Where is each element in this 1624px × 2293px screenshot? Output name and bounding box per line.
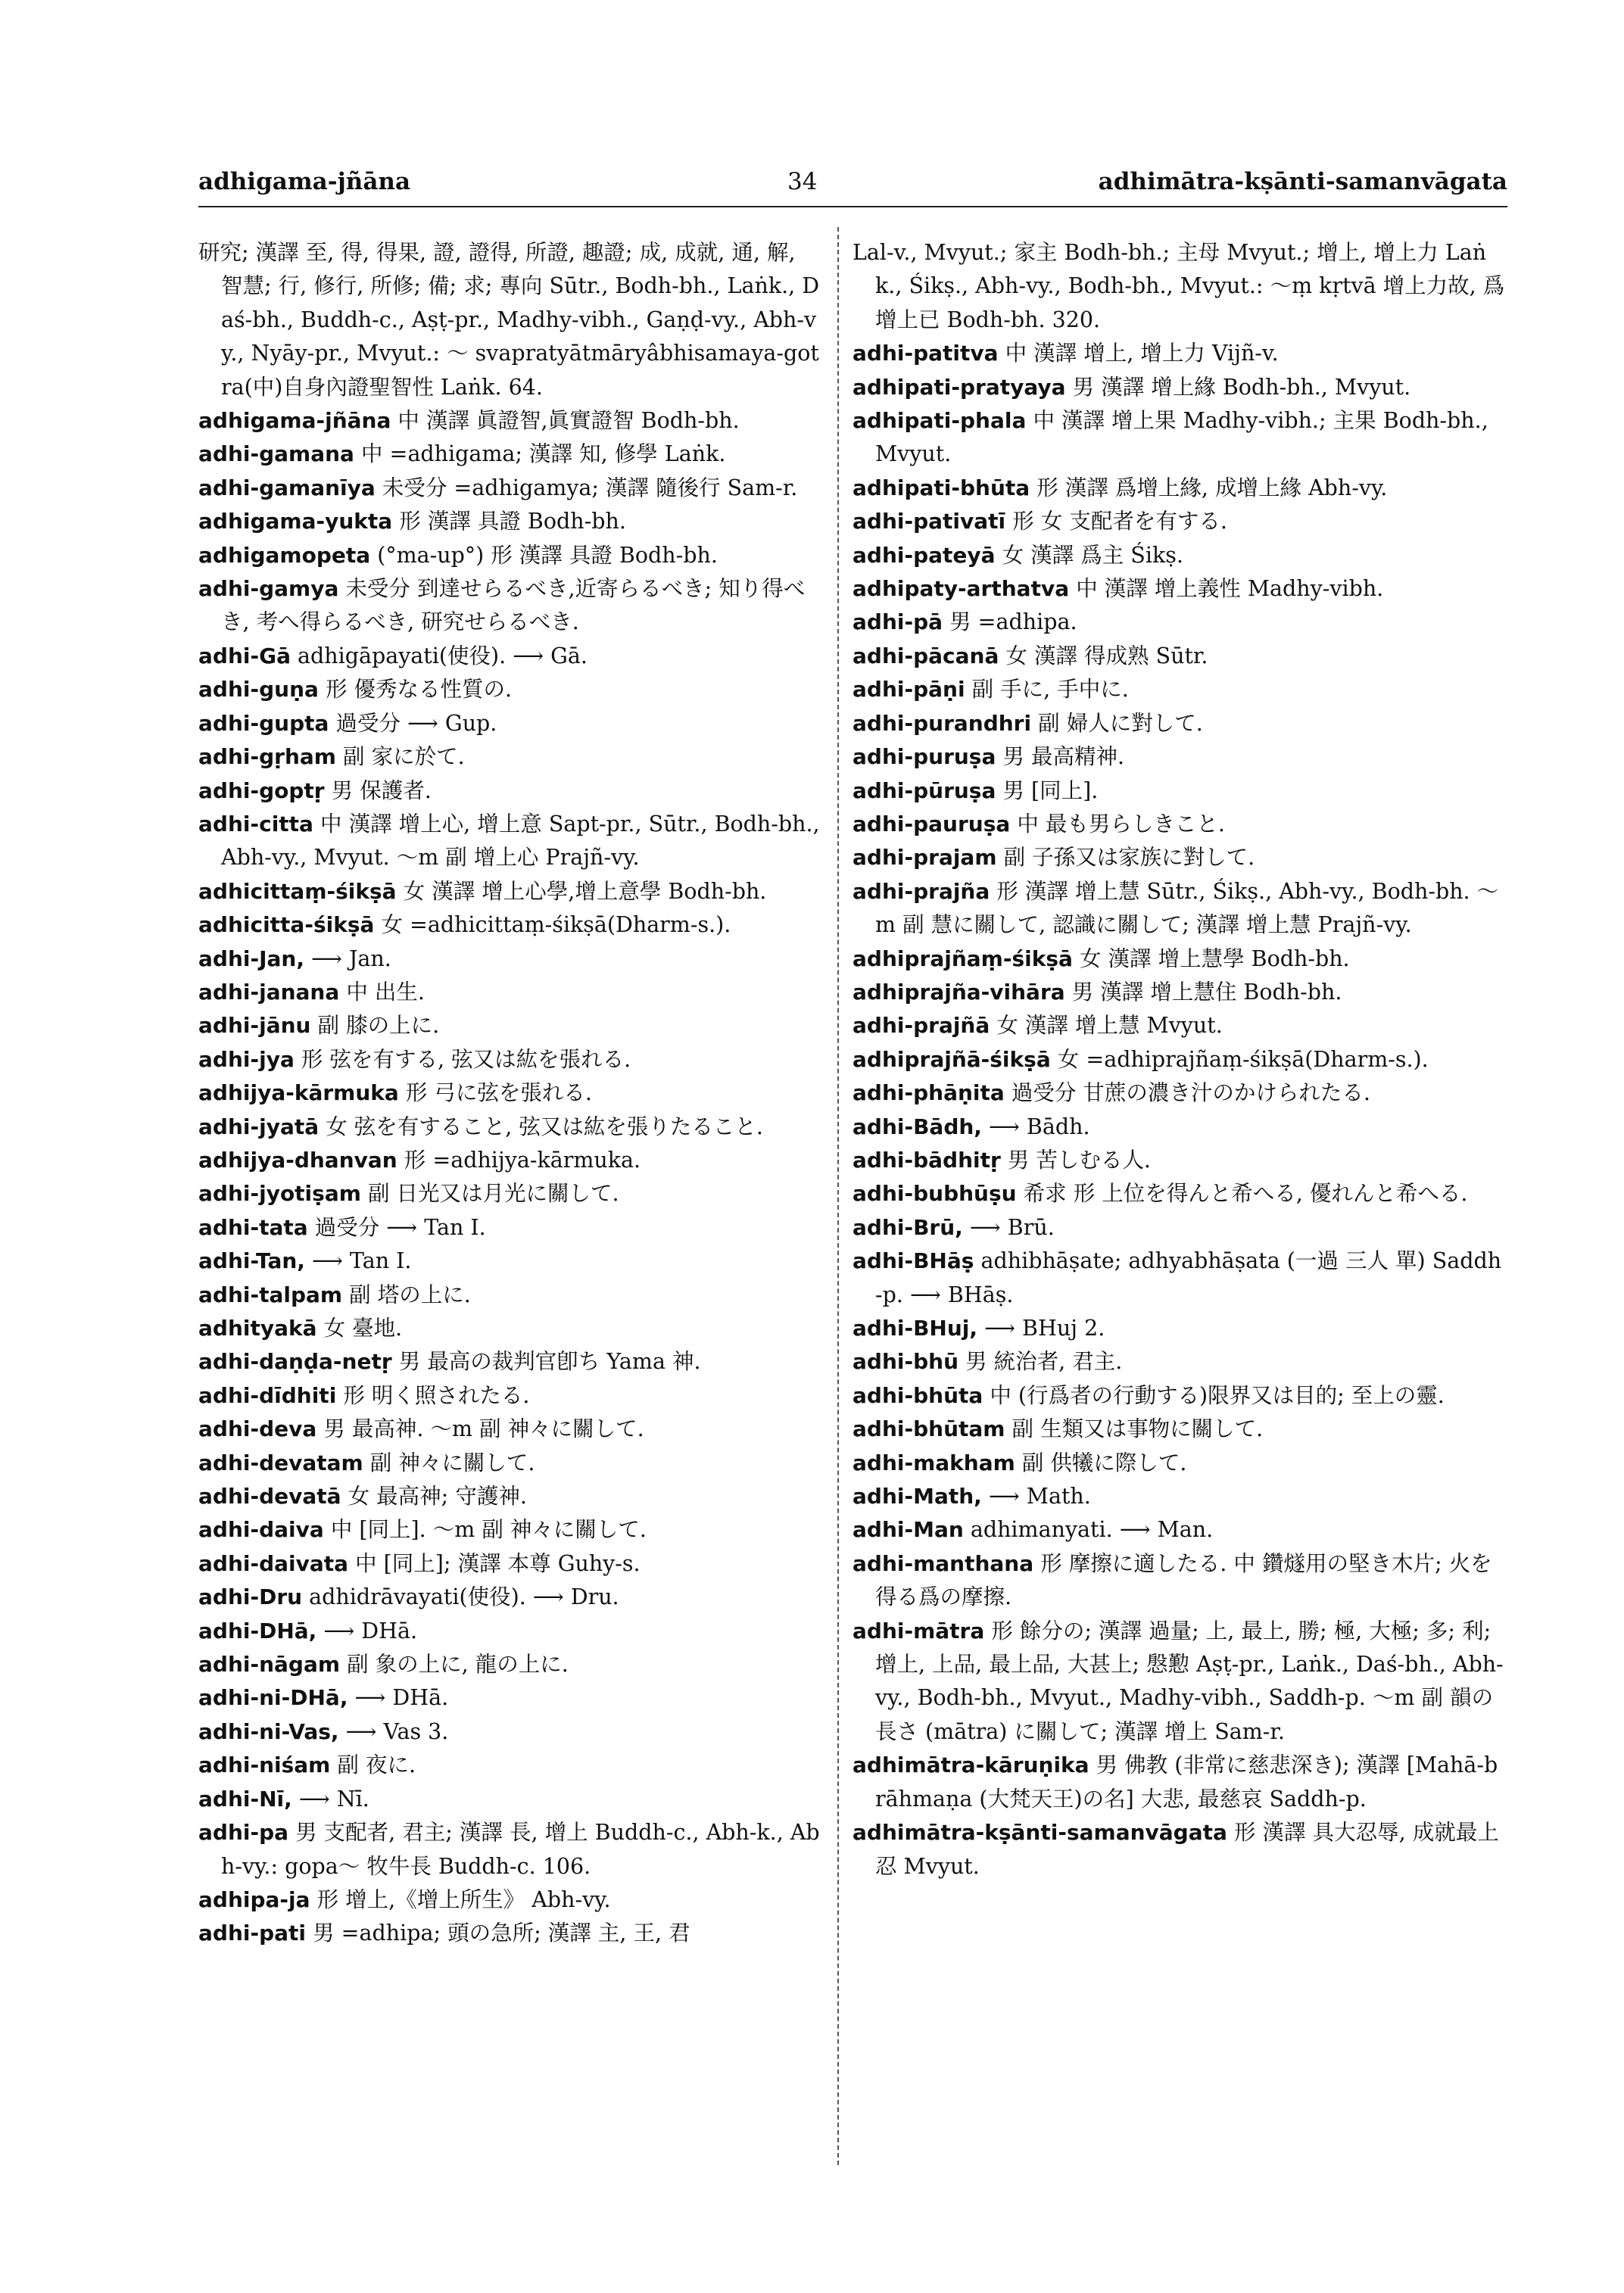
entry-headword: adhipati-bhūta xyxy=(853,475,1030,500)
entry-definition: (°ma-up°) 形 漢譯 具證 Bodh-bh. xyxy=(377,542,718,568)
entry-headword: adhijya-dhanvan xyxy=(198,1147,397,1173)
entry-definition: 女 =adhiprajñaṃ-śikṣā(Dharm-s.). xyxy=(1057,1046,1429,1072)
entry-headword: adhiprajñā-śikṣā xyxy=(853,1046,1051,1072)
left-column xyxy=(198,236,821,1951)
entry-headword: adhi-daṇḍa-netṛ xyxy=(198,1349,392,1375)
running-head-right: adhimātra-kṣānti-samanvāgata xyxy=(1098,168,1507,195)
entry-definition: 中 [同上]. 〜m 副 神々に關して. xyxy=(330,1517,647,1543)
entry-headword: adhi-devatam xyxy=(198,1450,363,1475)
entry-definition: 中 [同上]; 漢譯 本尊 Guhy-s. xyxy=(355,1550,641,1576)
entry-definition: 副 神々に關して. xyxy=(369,1450,535,1475)
entry-headword: adhi-ni-DHā, xyxy=(198,1685,348,1711)
entry-headword: adhi-ni-Vas, xyxy=(198,1718,339,1744)
entry-headword: adhi-gamana xyxy=(198,441,354,467)
entry-definition: 女 漢譯 增上慧學 Bodh-bh. xyxy=(1079,946,1350,971)
entry-definition: 副 塔の上に. xyxy=(349,1282,471,1307)
dictionary-entry xyxy=(198,942,821,976)
entry-headword: adhi-Jan, xyxy=(198,946,304,971)
dictionary-entry xyxy=(198,1345,821,1379)
dictionary-entry xyxy=(853,1111,1507,1144)
dictionary-entry xyxy=(198,908,821,942)
entry-definition: 男 漢譯 增上緣 Bodh-bh., Mvyut. xyxy=(1072,374,1411,400)
header-rule xyxy=(198,206,1507,207)
dictionary-entry xyxy=(853,640,1507,673)
entry-headword: adhi-citta xyxy=(198,811,313,837)
dictionary-entry xyxy=(198,1279,821,1312)
entry-headword: adhityakā xyxy=(198,1316,317,1341)
entry-headword: adhi-bubhūṣu xyxy=(853,1181,1017,1207)
entry-headword: adhi-guṇa xyxy=(198,677,319,703)
entry-definition: 研究; 漢譯 至, 得, 得果, 證, 證得, 所證, 趣證; 成, 成就, 通, 解, 智慧; 行, 修行, 所修; 備; 求; 專向 Sūtr., Bodh-bh., Laṅk., Daś-bh., Buddh-c., Aṣṭ-pr., Madhy-vibh., Gaṇḍ-vy., Abh-vy., Nyāy-pr., Mvyut.: 〜 svapratyātmāryâbhisamaya-gotra(中)自身內證聖智性 Laṅk. 64. xyxy=(198,240,820,400)
dictionary-entry xyxy=(198,1177,821,1210)
dictionary-entry xyxy=(198,1076,821,1110)
entry-definition: 女 臺地. xyxy=(323,1316,403,1341)
entry-headword: adhi-dīdhiti xyxy=(198,1382,337,1408)
dictionary-entry xyxy=(853,1480,1507,1513)
entry-definition: 形 明く照されたる. xyxy=(343,1382,530,1408)
entry-definition: 男 苦しむる人. xyxy=(1007,1147,1151,1173)
dictionary-entry xyxy=(198,1715,821,1749)
entry-headword: adhi-pateyā xyxy=(853,542,996,568)
entry-headword: adhi-puruṣa xyxy=(853,744,996,770)
entry-headword: adhi-Tan, xyxy=(198,1248,305,1274)
dictionary-entry xyxy=(198,1111,821,1144)
entry-definition: 男 最高神. 〜m 副 神々に關して. xyxy=(323,1416,644,1442)
entry-headword: adhi-Brū, xyxy=(853,1214,963,1240)
dictionary-entry xyxy=(853,1177,1507,1210)
entry-headword: adhi-prajñā xyxy=(853,1013,990,1039)
entry-definition: 未受分 =adhigamya; 漢譯 隨後行 Sam-r. xyxy=(382,475,798,500)
entry-headword: adhimātra-kṣānti-samanvāgata xyxy=(853,1820,1227,1846)
dictionary-entry xyxy=(198,1480,821,1513)
dictionary-entry xyxy=(853,505,1507,538)
entry-headword: adhi-pativatī xyxy=(853,509,1006,534)
dictionary-entry xyxy=(198,740,821,774)
entry-headword: adhi-goptṛ xyxy=(198,777,325,803)
dictionary-entry xyxy=(853,1547,1507,1615)
dictionary-entry xyxy=(198,1917,821,1950)
entry-definition: ⟶ Brū. xyxy=(969,1214,1055,1240)
entry-definition: 形 =adhijya-kārmuka. xyxy=(404,1147,641,1173)
dictionary-entry xyxy=(198,1312,821,1345)
dictionary-entry xyxy=(853,1043,1507,1076)
right-column xyxy=(853,236,1507,1883)
entry-definition: 中 (行爲者の行動する)限界又は目的; 至上の靈. xyxy=(990,1382,1445,1408)
entry-headword: adhi-jya xyxy=(198,1046,295,1072)
entry-headword: adhi-pūruṣa xyxy=(853,777,996,803)
entry-definition: ⟶ Math. xyxy=(988,1484,1091,1509)
entry-headword: adhi-pāṇi xyxy=(853,677,965,703)
dictionary-entry xyxy=(198,404,821,438)
entry-definition: ⟶ BHuj 2. xyxy=(984,1316,1105,1341)
dictionary-entry xyxy=(853,1447,1507,1480)
entry-definition: 形 優秀なる性質の. xyxy=(325,677,513,703)
entry-definition: 女 漢譯 得成熟 Sūtr. xyxy=(1005,643,1208,668)
entry-definition: 形 弦を有する, 弦又は紘を張れる. xyxy=(301,1046,631,1072)
entry-headword: adhi-jānu xyxy=(198,1013,311,1039)
entry-headword: adhi-bhū xyxy=(853,1349,959,1375)
entry-headword: adhi-Man xyxy=(853,1517,964,1543)
dictionary-entry xyxy=(853,1345,1507,1379)
entry-definition: 男 最高精神. xyxy=(1002,744,1125,770)
dictionary-entry xyxy=(853,606,1507,639)
entry-headword: adhi-jyotiṣam xyxy=(198,1181,361,1207)
entry-headword: adhi-niśam xyxy=(198,1752,331,1778)
entry-definition: 中 漢譯 增上, 增上力 Vijñ-v. xyxy=(1005,341,1279,366)
entry-definition: 男 =adhipa; 頭の急所; 漢譯 主, 王, 君 xyxy=(313,1921,690,1946)
entry-headword: adhigama-jñāna xyxy=(198,408,391,434)
entry-definition: 男 漢譯 增上慧住 Bodh-bh. xyxy=(1071,979,1342,1005)
entry-definition: 形 增上,《增上所生》 Abh-vy. xyxy=(316,1886,611,1912)
entry-headword: adhi-pa xyxy=(198,1820,289,1846)
entry-definition: 中 漢譯 眞證智,眞實證智 Bodh-bh. xyxy=(397,408,740,434)
dictionary-entry xyxy=(853,841,1507,874)
dictionary-entry xyxy=(198,808,821,875)
dictionary-entry xyxy=(198,1681,821,1715)
entry-headword: adhicitta-śikṣā xyxy=(198,912,375,938)
entry-definition: 過受分 甘蔗の濃き汁のかけられたる. xyxy=(1011,1080,1370,1106)
entry-headword: adhipaty-arthatva xyxy=(853,576,1070,602)
entry-definition: 男 =adhipa. xyxy=(949,609,1077,635)
entry-definition: 副 夜に. xyxy=(337,1752,416,1778)
entry-headword: adhi-Nī, xyxy=(198,1786,292,1812)
dictionary-entry xyxy=(198,1581,821,1614)
dictionary-entry xyxy=(198,1615,821,1648)
entry-headword: adhi-daiva xyxy=(198,1517,324,1543)
entry-headword: adhi-purandhri xyxy=(853,710,1032,736)
entry-definition: 希求 形 上位を得んと希へる, 優れんと希へる. xyxy=(1023,1181,1468,1207)
dictionary-entry xyxy=(853,1615,1507,1749)
dictionary-entry xyxy=(198,472,821,505)
dictionary-entry xyxy=(198,1413,821,1446)
dictionary-entry xyxy=(853,1816,1507,1883)
dictionary-entry xyxy=(853,774,1507,808)
entry-definition: 男 佛教 (非常に慈悲深き); 漢譯 [Mahā-brāhmaṇa (大梵天王)の名] 大悲, 最慈哀 Saddh-p. xyxy=(875,1752,1498,1812)
entry-definition: 副 膝の上に. xyxy=(317,1013,440,1039)
entry-definition: 副 家に於て. xyxy=(343,744,465,770)
dictionary-entry xyxy=(853,1749,1507,1816)
entry-definition: 女 漢譯 增上心學,增上意學 Bodh-bh. xyxy=(403,878,767,904)
dictionary-entry xyxy=(198,673,821,706)
dictionary-entry xyxy=(198,505,821,538)
entry-definition: 形 漢譯 增上慧 Sūtr., Śikṣ., Abh-vy., Bodh-bh. 〜m 副 慧に關して, 認識に關して; 漢譯 增上慧 Prajñ-vy. xyxy=(875,878,1499,938)
entry-definition: 男 統治者, 君主. xyxy=(965,1349,1123,1375)
entry-headword: adhiprajña-vihāra xyxy=(853,979,1065,1005)
dictionary-entry xyxy=(198,1883,821,1917)
entry-headword: adhi-phāṇita xyxy=(853,1080,1005,1106)
dictionary-entry xyxy=(198,1144,821,1177)
dictionary-entry xyxy=(853,1513,1507,1547)
dictionary-entry xyxy=(198,1783,821,1816)
dictionary-entry xyxy=(853,942,1507,976)
dictionary-entry xyxy=(853,1379,1507,1413)
entry-definition: 副 子孫又は家族に對して. xyxy=(1003,845,1255,871)
dictionary-entry xyxy=(198,1513,821,1547)
entry-headword: adhi-patitva xyxy=(853,341,999,366)
entry-headword: adhi-pā xyxy=(853,609,943,635)
dictionary-entry xyxy=(198,875,821,908)
entry-headword: adhi-prajña xyxy=(853,878,990,904)
running-head-left: adhigama-jñāna xyxy=(198,168,411,195)
dictionary-entry xyxy=(853,572,1507,606)
entry-definition: adhidrāvayati(使役). ⟶ Dru. xyxy=(309,1584,619,1610)
dictionary-entry xyxy=(198,572,821,640)
entry-definition: 副 生類又は事物に關して. xyxy=(1011,1416,1264,1442)
entry-headword: adhi-Math, xyxy=(853,1484,982,1509)
dictionary-entry xyxy=(853,337,1507,370)
dictionary-entry xyxy=(853,1413,1507,1446)
dictionary-entry xyxy=(853,1211,1507,1245)
entry-definition: adhibhāṣate; adhyabhāṣata (一過 三人 單) Saddh-p. ⟶ BHāṣ. xyxy=(875,1248,1502,1307)
entry-definition: ⟶ Vas 3. xyxy=(345,1718,449,1744)
entry-definition: 副 日光又は月光に關して. xyxy=(367,1181,619,1207)
entry-definition: 男 最高の裁判官卽ち Yama 神. xyxy=(398,1349,701,1375)
entry-definition: 中 漢譯 增上心, 增上意 Sapt-pr., Sūtr., Bodh-bh., Abh-vy., Mvyut. 〜m 副 增上心 Prajñ-vy. xyxy=(221,811,820,871)
entry-headword: adhi-nāgam xyxy=(198,1652,341,1678)
entry-definition: ⟶ Nī. xyxy=(298,1786,369,1812)
entry-headword: adhi-DHā, xyxy=(198,1618,317,1643)
entry-definition: 男 保護者. xyxy=(331,777,432,803)
dictionary-entry xyxy=(198,1009,821,1042)
entry-definition: 男 支配者, 君主; 漢譯 長, 增上 Buddh-c., Abh-k., Abh-vy.: gopa〜 牧牛長 Buddh-c. 106. xyxy=(221,1820,820,1879)
dictionary-entry xyxy=(198,1447,821,1480)
dictionary-entry xyxy=(853,539,1507,572)
entry-definition: 女 漢譯 增上慧 Mvyut. xyxy=(996,1013,1223,1039)
entry-headword: adhi-pācanā xyxy=(853,643,999,668)
entry-headword: adhigamopeta xyxy=(198,542,371,568)
entry-headword: adhi-talpam xyxy=(198,1282,343,1307)
entry-headword: adhi-mātra xyxy=(853,1618,985,1643)
entry-definition: 未受分 到達せらるべき,近寄らるべき; 知り得べき, 考へ得らるべき, 研究せらるべき. xyxy=(221,576,806,635)
dictionary-entry xyxy=(853,404,1507,472)
dictionary-entry xyxy=(198,1648,821,1681)
entry-definition: 形 漢譯 爲增上緣, 成增上緣 Abh-vy. xyxy=(1036,475,1388,500)
entry-headword: adhi-prajam xyxy=(853,845,997,871)
entry-headword: adhipati-phala xyxy=(853,408,1027,434)
dictionary-entry xyxy=(198,438,821,471)
entry-headword: adhi-gamya xyxy=(198,576,339,602)
dictionary-entry xyxy=(853,707,1507,740)
dictionary-entry xyxy=(198,1245,821,1278)
entry-definition: ⟶ DHā. xyxy=(354,1685,449,1711)
column-divider xyxy=(837,227,839,2165)
dictionary-entry xyxy=(853,875,1507,942)
dictionary-entry xyxy=(198,707,821,740)
entry-definition: adhigāpayati(使役). ⟶ Gā. xyxy=(298,643,588,668)
entry-headword: adhi-tata xyxy=(198,1214,308,1240)
entry-headword: adhi-gṛham xyxy=(198,744,336,770)
entry-definition: 副 供犧に際して. xyxy=(1021,1450,1187,1475)
entry-definition: 形 餘分の; 漢譯 過量; 上, 最上, 勝; 極, 大極; 多; 利; 增上, 上品, 最上品, 大甚上; 慇懃 Aṣṭ-pr., Laṅk., Daś-bh., Abh-vy., Bodh-bh., Mvyut., Madhy-vibh., Saddh-p. 〜m 副 韻の長さ (mātra) に關して; 漢譯 增上 Sam-r. xyxy=(875,1618,1504,1744)
entry-definition: 中 最も男らしきこと. xyxy=(1017,811,1225,837)
dictionary-entry xyxy=(198,1749,821,1782)
entry-definition: 形 摩擦に適したる. 中 鑽燧用の堅き木片; 火を得る爲の摩擦. xyxy=(875,1550,1492,1610)
dictionary-entry xyxy=(853,1144,1507,1177)
entry-headword: adhi-daivata xyxy=(198,1550,349,1576)
entry-headword: adhi-Dru xyxy=(198,1584,303,1610)
entry-headword: adhi-devatā xyxy=(198,1484,341,1509)
dictionary-entry xyxy=(853,236,1507,337)
entry-definition: 形 弓に弦を張れる. xyxy=(405,1080,592,1106)
entry-headword: adhimātra-kāruṇika xyxy=(853,1752,1089,1778)
entry-definition: 女 漢譯 爲主 Śikṣ. xyxy=(1002,542,1183,568)
entry-definition: 過受分 ⟶ Tan I. xyxy=(314,1214,486,1240)
entry-headword: adhi-gupta xyxy=(198,710,329,736)
dictionary-entry xyxy=(198,774,821,808)
dictionary-entry xyxy=(198,539,821,572)
entry-headword: adhi-BHāṣ xyxy=(853,1248,974,1274)
entry-definition: 女 =adhicittaṃ-śikṣā(Dharm-s.). xyxy=(381,912,731,938)
entry-definition: 形 漢譯 具證 Bodh-bh. xyxy=(399,509,626,534)
entry-headword: adhi-Gā xyxy=(198,643,291,668)
entry-headword: adhijya-kārmuka xyxy=(198,1080,399,1106)
entry-headword: adhi-pati xyxy=(198,1921,307,1946)
entry-definition: 形 漢譯 具大忍辱, 成就最上忍 Mvyut. xyxy=(875,1820,1499,1879)
entry-definition: 副 手に, 手中に. xyxy=(971,677,1129,703)
entry-headword: adhi-manthana xyxy=(853,1550,1034,1576)
entry-headword: adhi-makham xyxy=(853,1450,1015,1475)
page-number: 34 xyxy=(787,168,818,195)
dictionary-entry xyxy=(853,1312,1507,1345)
entry-headword: adhi-BHuj, xyxy=(853,1316,978,1341)
entry-headword: adhi-bhūta xyxy=(853,1382,983,1408)
entry-definition: ⟶ DHā. xyxy=(323,1618,418,1643)
dictionary-entry xyxy=(853,808,1507,841)
dictionary-entry xyxy=(853,1076,1507,1110)
entry-definition: 副 婦人に對して. xyxy=(1038,710,1203,736)
entry-definition: 形 女 支配者を有する. xyxy=(1012,509,1227,534)
dictionary-entry xyxy=(198,1816,821,1883)
dictionary-entry xyxy=(198,1211,821,1245)
entry-headword: adhi-deva xyxy=(198,1416,317,1442)
entry-definition: 中 漢譯 增上義性 Madhy-vibh. xyxy=(1076,576,1384,602)
entry-headword: adhi-jyatā xyxy=(198,1114,320,1139)
dictionary-entry xyxy=(853,472,1507,505)
entry-headword: adhi-Bādh, xyxy=(853,1114,982,1139)
dictionary-entry xyxy=(853,1245,1507,1312)
dictionary-entry xyxy=(853,740,1507,774)
entry-definition: Lal-v., Mvyut.; 家主 Bodh-bh.; 主母 Mvyut.; 增上, 增上力 Laṅk., Śikṣ., Abh-vy., Bodh-bh., Mvyut.: 〜ṃ kṛtvā 增上力故, 爲增上已 Bodh-bh. 320. xyxy=(853,240,1505,332)
dictionary-entry xyxy=(198,1043,821,1076)
entry-definition: ⟶ Tan I. xyxy=(312,1248,412,1274)
dictionary-entry xyxy=(853,371,1507,404)
entry-definition: adhimanyati. ⟶ Man. xyxy=(970,1517,1214,1543)
entry-headword: adhi-pauruṣa xyxy=(853,811,1011,837)
entry-definition: ⟶ Jan. xyxy=(311,946,391,971)
entry-definition: 中 出生. xyxy=(346,979,425,1005)
dictionary-entry xyxy=(853,673,1507,706)
entry-definition: 中 漢譯 增上果 Madhy-vibh.; 主果 Bodh-bh., Mvyut. xyxy=(875,408,1488,467)
entry-headword: adhi-bhūtam xyxy=(853,1416,1005,1442)
entry-headword: adhi-janana xyxy=(198,979,340,1005)
dictionary-entry xyxy=(853,1009,1507,1042)
dictionary-entry xyxy=(853,976,1507,1009)
entry-headword: adhicittaṃ-śikṣā xyxy=(198,878,397,904)
entry-headword: adhiprajñaṃ-śikṣā xyxy=(853,946,1073,971)
entry-definition: 過受分 ⟶ Gup. xyxy=(335,710,497,736)
entry-definition: 女 最高神; 守護神. xyxy=(348,1484,527,1509)
entry-headword: adhipati-pratyaya xyxy=(853,374,1066,400)
entry-definition: 男 [同上]. xyxy=(1002,777,1099,803)
entry-headword: adhigama-yukta xyxy=(198,509,393,534)
entry-definition: 中 =adhigama; 漢譯 知, 修學 Laṅk. xyxy=(361,441,726,467)
entry-definition: 女 弦を有すること, 弦又は紘を張りたること. xyxy=(326,1114,763,1139)
dictionary-entry xyxy=(198,1547,821,1581)
entry-definition: ⟶ Bādh. xyxy=(989,1114,1090,1139)
dictionary-entry xyxy=(198,1379,821,1413)
entry-headword: adhipa-ja xyxy=(198,1886,310,1912)
entry-definition: 副 象の上に, 龍の上に. xyxy=(347,1652,569,1678)
dictionary-entry xyxy=(198,236,821,404)
entry-headword: adhi-bādhitṛ xyxy=(853,1147,1001,1173)
dictionary-entry xyxy=(198,640,821,673)
dictionary-entry xyxy=(198,976,821,1009)
entry-headword: adhi-gamanīya xyxy=(198,475,376,500)
